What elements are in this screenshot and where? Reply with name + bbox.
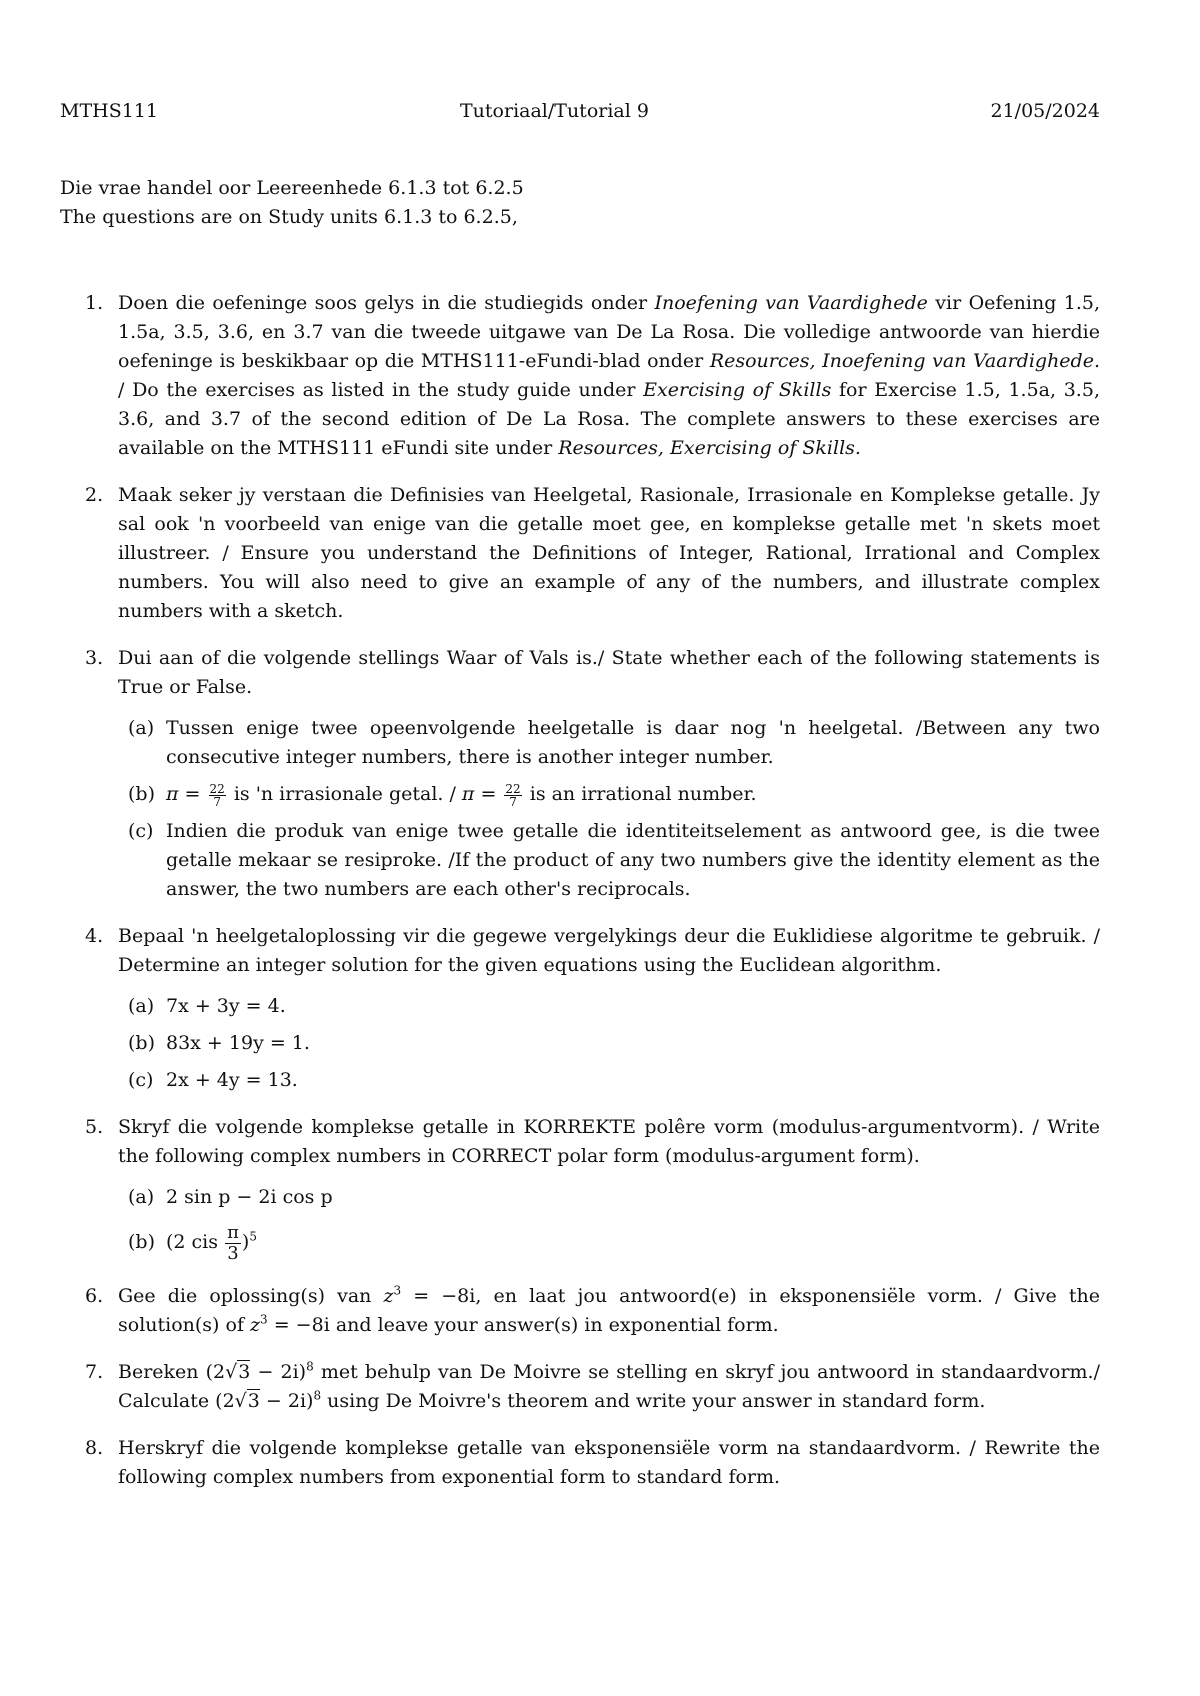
q1-text-3: / Do the exercises as listed in the study guide under <box>118 379 644 401</box>
variable-z: z <box>250 1314 261 1336</box>
q1-text-1: Doen die oefeninge soos gelys in die studiegids onder <box>118 292 655 314</box>
equals-sign: = <box>178 783 207 805</box>
fraction-denominator: 7 <box>509 794 517 809</box>
q5-a-expression: 2 sin p − 2i cos p <box>166 1186 333 1208</box>
q1-italic-3: Exercising of Skills <box>643 379 832 401</box>
q1-italic-1: Inoefening van Vaardighede <box>654 292 928 314</box>
q3-b <box>118 780 1100 809</box>
q7-text-2: met behulp van De Moivre se stelling en skryf jou antwoord in standaardvorm./ Calculate <box>118 1361 1100 1412</box>
q5-subquestions <box>118 1183 1100 1264</box>
expr-close: − 2i) <box>250 1361 307 1383</box>
q5-b <box>118 1220 1100 1264</box>
q3-text: Dui aan of die volgende stellings Waar of Vals is./ State whether each of the following statements is True or False. <box>118 647 1100 698</box>
intro <box>60 174 524 232</box>
question-number: 4. <box>85 925 104 947</box>
q5-b-suffix: ) <box>241 1231 250 1253</box>
sub-label: (a) <box>128 1186 155 1208</box>
fraction-22-7 <box>209 783 226 808</box>
expr-open: (2 <box>205 1361 226 1383</box>
exponent: 3 <box>260 1312 268 1327</box>
q6-text-3: and leave your answer(s) in exponential form. <box>329 1314 779 1336</box>
tutorial-date: 21/05/2024 <box>990 100 1100 122</box>
question-number: 8. <box>85 1437 104 1459</box>
q4-subquestions <box>118 992 1100 1095</box>
question-1 <box>60 289 1100 463</box>
q5-b-prefix: (2 cis <box>166 1231 225 1253</box>
q5-text: Skryf die volgende komplekse getalle in KORREKTE polêre vorm (modulus-argumentvorm). / Write the following complex numbers in CORRECT polar form (modulus-argument form). <box>118 1116 1100 1167</box>
question-7 <box>60 1358 1100 1416</box>
q4-a <box>118 992 1100 1021</box>
exponent: 8 <box>313 1388 322 1403</box>
pi-symbol: π <box>166 783 179 805</box>
question-number: 3. <box>85 647 104 669</box>
fraction-numerator: π <box>227 1221 239 1243</box>
q4-a-equation: 7x + 3y = 4. <box>166 995 286 1017</box>
q6-text-2: , en laat jou antwoord(e) in eksponensiële vorm. / Give the solution(s) of <box>118 1285 1100 1336</box>
question-number: 6. <box>85 1285 104 1307</box>
question-6 <box>60 1282 1100 1340</box>
question-number: 7. <box>85 1361 104 1383</box>
q2-text: Maak seker jy verstaan die Definisies van Heelgetal, Rasionale, Irrasionale en Komplekse getalle. Jy sal ook 'n voorbeeld van enige van die getalle moet gee, en komplekse getalle met 'n skets moet illustreer. / Ensure you understand the Definitions of Integer, Rational, Irrational and Complex numbers. You will also need to give an example of any of the numbers, and illustrate complex numbers with a sketch. <box>118 484 1100 622</box>
sqrt-symbol: √ <box>234 1390 247 1412</box>
q1-text-2: vir Oefening 1.5, 1.5a, 3.5, 3.6, en 3.7 van die tweede uitgawe van De La Rosa. Die volledige antwoorde van hierdie oefeninge is beskikbaar op die MTHS111-eFundi-blad onder <box>118 292 1101 372</box>
sub-label: (a) <box>128 995 155 1017</box>
sqrt-argument: 3 <box>238 1361 251 1383</box>
q6-equation-rhs: = −8i <box>401 1285 476 1307</box>
sqrt-argument: 3 <box>247 1390 260 1412</box>
question-number: 1. <box>85 292 104 314</box>
exponent: 3 <box>393 1283 402 1298</box>
exponent: 8 <box>306 1359 314 1374</box>
sub-label: (c) <box>128 820 154 842</box>
intro-line-af: Die vrae handel oor Leereenhede 6.1.3 tot 6.2.5 <box>60 177 524 199</box>
q4-text: Bepaal 'n heelgetaloplossing vir die gegewe vergelykings deur die Euklidiese algoritme te gebruik. / Determine an integer solution for the given equations using the Euclidean algorithm. <box>118 925 1100 976</box>
fraction-pi-3 <box>225 1223 241 1264</box>
q1-text-4: for Exercise 1.5, 1.5a, 3.5, 3.6, and 3.7 of the second edition of De La Rosa. The complete answers to these exercises are available on the MTHS111 eFundi site under <box>118 379 1100 459</box>
q7-text-3: using De Moivre's theorem and write your answer in standard form. <box>321 1390 986 1412</box>
pi-symbol: π <box>461 783 475 805</box>
fraction-22-7 <box>504 783 521 808</box>
q6-text-1: Gee die oplossing(s) van <box>118 1285 384 1307</box>
expr-open: (2 <box>215 1390 235 1412</box>
sub-label: (c) <box>128 1069 154 1091</box>
fraction-denominator: 7 <box>213 794 221 809</box>
question-5 <box>60 1113 1100 1264</box>
question-list <box>60 289 1100 1510</box>
q4-b-equation: 83x + 19y = 1. <box>166 1032 310 1054</box>
q4-c-equation: 2x + 4y = 13. <box>166 1069 298 1091</box>
q6-equation-rhs: = −8i <box>267 1314 330 1336</box>
q3-subquestions <box>118 714 1100 904</box>
sub-label: (a) <box>128 717 155 739</box>
variable-z: z <box>383 1285 394 1307</box>
question-3 <box>60 644 1100 904</box>
q3-c <box>118 817 1100 904</box>
fraction-denominator: 3 <box>227 1242 239 1264</box>
question-number: 2. <box>85 484 104 506</box>
q5-a <box>118 1183 1100 1212</box>
sqrt-symbol: √ <box>225 1361 238 1383</box>
sub-label: (b) <box>128 1231 155 1253</box>
exponent: 5 <box>249 1229 257 1244</box>
q1-italic-2: Resources, Inoefening van Vaardighede. <box>709 350 1101 372</box>
q3-b-text-en: is an irrational number. <box>523 783 757 805</box>
question-2 <box>60 481 1100 626</box>
page-header <box>60 100 1100 140</box>
sub-label: (b) <box>128 1032 155 1054</box>
q3-a <box>118 714 1100 772</box>
fraction-numerator: 22 <box>505 781 521 796</box>
sub-label: (b) <box>128 783 155 805</box>
q1-italic-4: Resources, Exercising of Skills. <box>558 437 861 459</box>
question-number: 5. <box>85 1116 104 1138</box>
q3-b-text-af: is 'n irrasionale getal. / <box>227 783 462 805</box>
tutorial-title: Tutoriaal/Tutorial 9 <box>460 100 649 122</box>
question-4 <box>60 922 1100 1095</box>
equals-sign: = <box>474 783 503 805</box>
question-8 <box>60 1434 1100 1492</box>
q8-text: Herskryf die volgende komplekse getalle van eksponensiële vorm na standaardvorm. / Rewrite the following complex numbers from exponential form to standard form. <box>118 1437 1100 1488</box>
expr-close: − 2i) <box>259 1390 314 1412</box>
q3-c-text: Indien die produk van enige twee getalle die identiteitselement as antwoord gee, is die twee getalle mekaar se resiproke. /If the product of any two numbers give the identity element as the answer, the two numbers are each other's reciprocals. <box>166 820 1100 900</box>
fraction-numerator: 22 <box>209 781 225 796</box>
q4-b <box>118 1029 1100 1058</box>
intro-line-en: The questions are on Study units 6.1.3 to 6.2.5, <box>60 206 518 228</box>
q3-a-text: Tussen enige twee opeenvolgende heelgetalle is daar nog 'n heelgetal. /Between any two consecutive integer numbers, there is another integer number. <box>166 717 1100 768</box>
course-code: MTHS111 <box>60 100 158 122</box>
q4-c <box>118 1066 1100 1095</box>
q7-text-1: Bereken <box>118 1361 206 1383</box>
